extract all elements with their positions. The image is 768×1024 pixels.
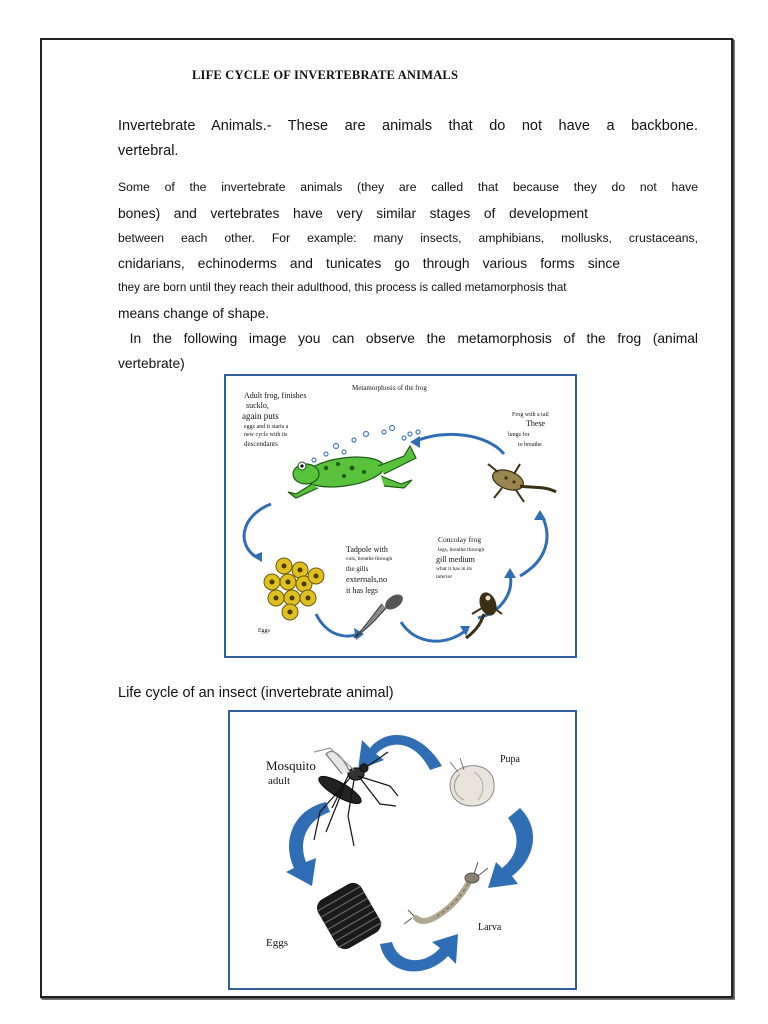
- svg-text:These: These: [526, 419, 546, 428]
- arrowhead-icon: [410, 436, 420, 448]
- svg-text:Mosquito: Mosquito: [266, 758, 316, 773]
- svg-text:again puts: again puts: [242, 411, 279, 421]
- paragraph-line: bones) and vertebrates have very similar stages of development: [118, 206, 588, 221]
- svg-text:descendants: descendants: [244, 440, 278, 448]
- svg-text:Eggs: Eggs: [266, 937, 288, 949]
- adult-frog-icon: [288, 446, 416, 498]
- insect-caption: Life cycle of an insect (invertebrate animal): [118, 685, 394, 701]
- svg-text:Eggs: Eggs: [258, 628, 270, 634]
- svg-text:Adult frog, finishes: Adult frog, finishes: [244, 391, 307, 400]
- cycle-arrow-right-icon: [488, 808, 533, 888]
- paragraph-line: cnidarians, echinoderms and tunicates go through various forms since: [118, 256, 620, 271]
- cycle-arrow-left-icon: [286, 802, 330, 886]
- page-title: LIFE CYCLE OF INVERTEBRATE ANIMALS: [192, 68, 459, 82]
- froglet-icon: [466, 590, 502, 638]
- cycle-arrow-right-high: [520, 516, 547, 576]
- cycle-arrow-top: [414, 434, 504, 454]
- svg-text:what it has in its: what it has in its: [436, 566, 473, 572]
- svg-text:Pupa: Pupa: [500, 754, 520, 765]
- paragraph-line: In the following image you can observe the metamorphosis of the frog (animal: [118, 331, 698, 346]
- paragraph-line: vertebrate): [118, 356, 185, 371]
- svg-text:lungs for: lungs for: [508, 432, 530, 438]
- svg-text:Larva: Larva: [478, 922, 502, 933]
- svg-text:Concolay frog: Concolay frog: [438, 535, 482, 544]
- frog-with-tail-icon: [488, 464, 556, 502]
- svg-text:eggs and it starts a: eggs and it starts a: [244, 424, 289, 430]
- svg-text:new cycle with its: new cycle with its: [244, 432, 288, 438]
- insect-cycle-arrows: [286, 735, 533, 971]
- cycle-arrow-left: [244, 504, 271, 558]
- svg-text:it has legs: it has legs: [346, 586, 378, 595]
- mosquito-icon: [314, 748, 398, 846]
- svg-text:adult: adult: [268, 775, 290, 787]
- paragraph-line: vertebral.: [118, 143, 179, 159]
- svg-text:to breathe: to breathe: [518, 442, 542, 448]
- svg-text:the gills: the gills: [346, 565, 369, 573]
- frog-metamorphosis-figure: [224, 374, 577, 658]
- svg-text:legs, breathe through: legs, breathe through: [438, 547, 485, 553]
- svg-text:Frog with a tail: Frog with a tail: [512, 412, 549, 418]
- frog-figure-title: Metamorphosis of the frog: [352, 384, 427, 392]
- cycle-arrow-bottom-mid: [401, 622, 466, 641]
- cycle-arrow-bottom-icon: [380, 934, 458, 971]
- mosquito-eggs-icon: [313, 879, 384, 952]
- paragraph-line: means change of shape.: [118, 306, 270, 321]
- svg-text:externals,no: externals,no: [346, 574, 388, 584]
- insect-lifecycle-figure: [228, 710, 577, 990]
- paragraph-line: Invertebrate Animals.- These are animals that do not have a backbone.: [118, 118, 698, 134]
- larva-icon: [404, 862, 488, 924]
- svg-text:cols, breathe through: cols, breathe through: [346, 556, 393, 562]
- svg-text:interior: interior: [436, 574, 453, 580]
- paragraph-line: between each other. For example: many insects, amphibians, mollusks, crustaceans,: [118, 231, 698, 245]
- svg-text:sucklo,: sucklo,: [246, 401, 269, 410]
- pupa-icon: [450, 758, 494, 806]
- tadpole-icon: [354, 591, 406, 638]
- svg-text:Tadpole with: Tadpole with: [346, 545, 388, 554]
- frog-eggs-icon: [264, 558, 324, 620]
- cycle-arrow-bottom-left: [316, 614, 358, 636]
- svg-text:gill medium: gill medium: [436, 555, 475, 564]
- paragraph-line: Some of the invertebrate animals (they are called that because they do not have: [118, 180, 698, 194]
- paragraph-line: they are born until they reach their adulthood, this process is called metamorphosis that: [118, 281, 567, 294]
